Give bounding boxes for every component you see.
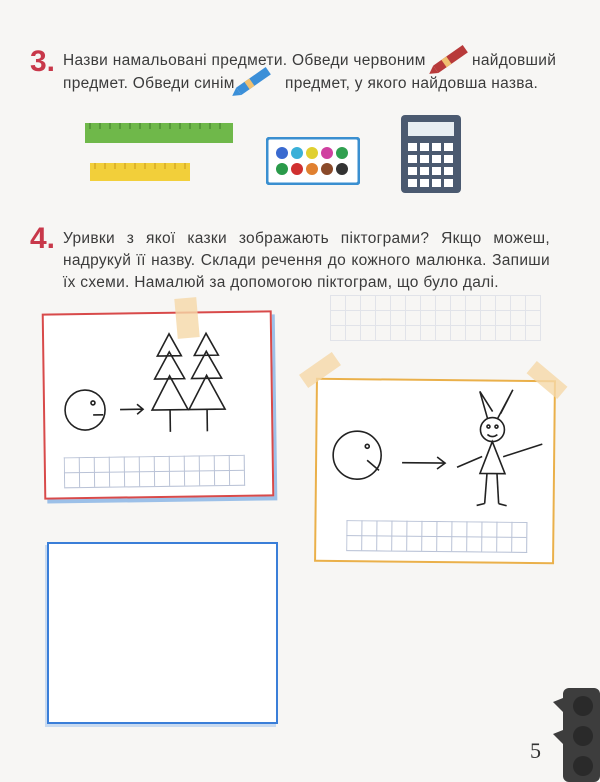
task-3-line2-start: предмет. Обведи синім	[63, 75, 235, 92]
task-3-number: 3.	[30, 45, 56, 78]
red-pencil-icon	[425, 40, 475, 80]
answer-grid-2[interactable]	[346, 520, 527, 553]
drawing-frame-3[interactable]	[47, 542, 278, 724]
task-4-number: 4.	[30, 222, 56, 255]
yellow-ruler	[90, 163, 192, 183]
faint-grid	[330, 295, 541, 341]
task-3-line2-end: предмет, у якого найдовша назва.	[285, 75, 539, 92]
paint-box	[266, 137, 360, 185]
task-3-line1-end: найдовший	[472, 52, 557, 69]
answer-grid-1[interactable]	[64, 455, 245, 489]
traffic-light-icon	[553, 688, 600, 782]
task-3-line1: Назви намальовані предмети. Обведи червоним	[63, 52, 426, 69]
green-ruler	[85, 123, 235, 145]
tape-1	[174, 297, 199, 339]
task-4-text: Уривки з якої казки зображають піктограми? Якщо можеш, надрукуй її назву. Склади речення до кожного малюнка. Запиши їх схеми. Намалюй за допомогою піктограм, що було далі.	[63, 230, 550, 291]
pictogram-frame-1	[42, 310, 275, 499]
calculator	[401, 115, 461, 193]
pictogram-frame-2	[314, 378, 556, 565]
page-number: 5	[530, 738, 541, 763]
blue-pencil-icon	[228, 62, 278, 102]
